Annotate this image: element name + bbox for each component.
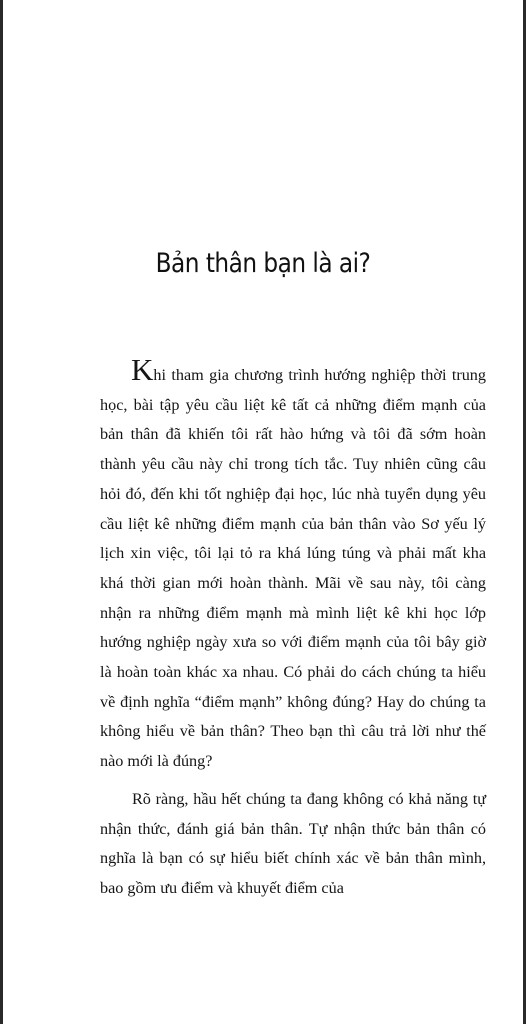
- body-text: [100, 352, 486, 904]
- paragraph-1-text: hi tham gia chương trình hướng nghiệp thời trung học, bài tập yêu cầu liệt kê tất cả những điểm mạnh của bản thân đã khiến tôi rất hào hứng và tôi đã sớm hoàn thành yêu cầu này chỉ trong tích tắc. Tuy nhiên cũng câu hỏi đó, đến khi tốt nghiệp đại học, lúc nhà tuyển dụng yêu cầu liệt kê những điểm mạnh của bản thân vào Sơ yếu lý lịch xin việc, tôi lại tỏ ra khá lúng túng và phải mất kha khá thời gian mới hoàn thành. Mãi về sau này, tôi càng nhận ra những điểm mạnh mà mình liệt kê khi học lớp hướng nghiệp ngày xưa so với điểm mạnh của tôi bây giờ là hoàn toàn khác xa nhau. Có phải do cách chúng ta hiểu về định nghĩa “điểm mạnh” không đúng? Hay do chúng ta không hiểu về bản thân? Theo bạn thì câu trả lời như thế nào mới là đúng?: [100, 366, 486, 771]
- chapter-title: Bản thân bạn là ai?: [155, 248, 371, 279]
- page-edge-left: [0, 0, 3, 1024]
- paragraph-2: Rõ ràng, hầu hết chúng ta đang không có khả năng tự nhận thức, đánh giá bản thân. Tự nhận thức bản thân có nghĩa là bạn có sự hiểu biết chính xác về bản thân mình, bao gồm ưu điểm và khuyết điểm của: [100, 789, 486, 897]
- paragraph-1: [100, 352, 486, 777]
- drop-cap: K: [131, 352, 154, 387]
